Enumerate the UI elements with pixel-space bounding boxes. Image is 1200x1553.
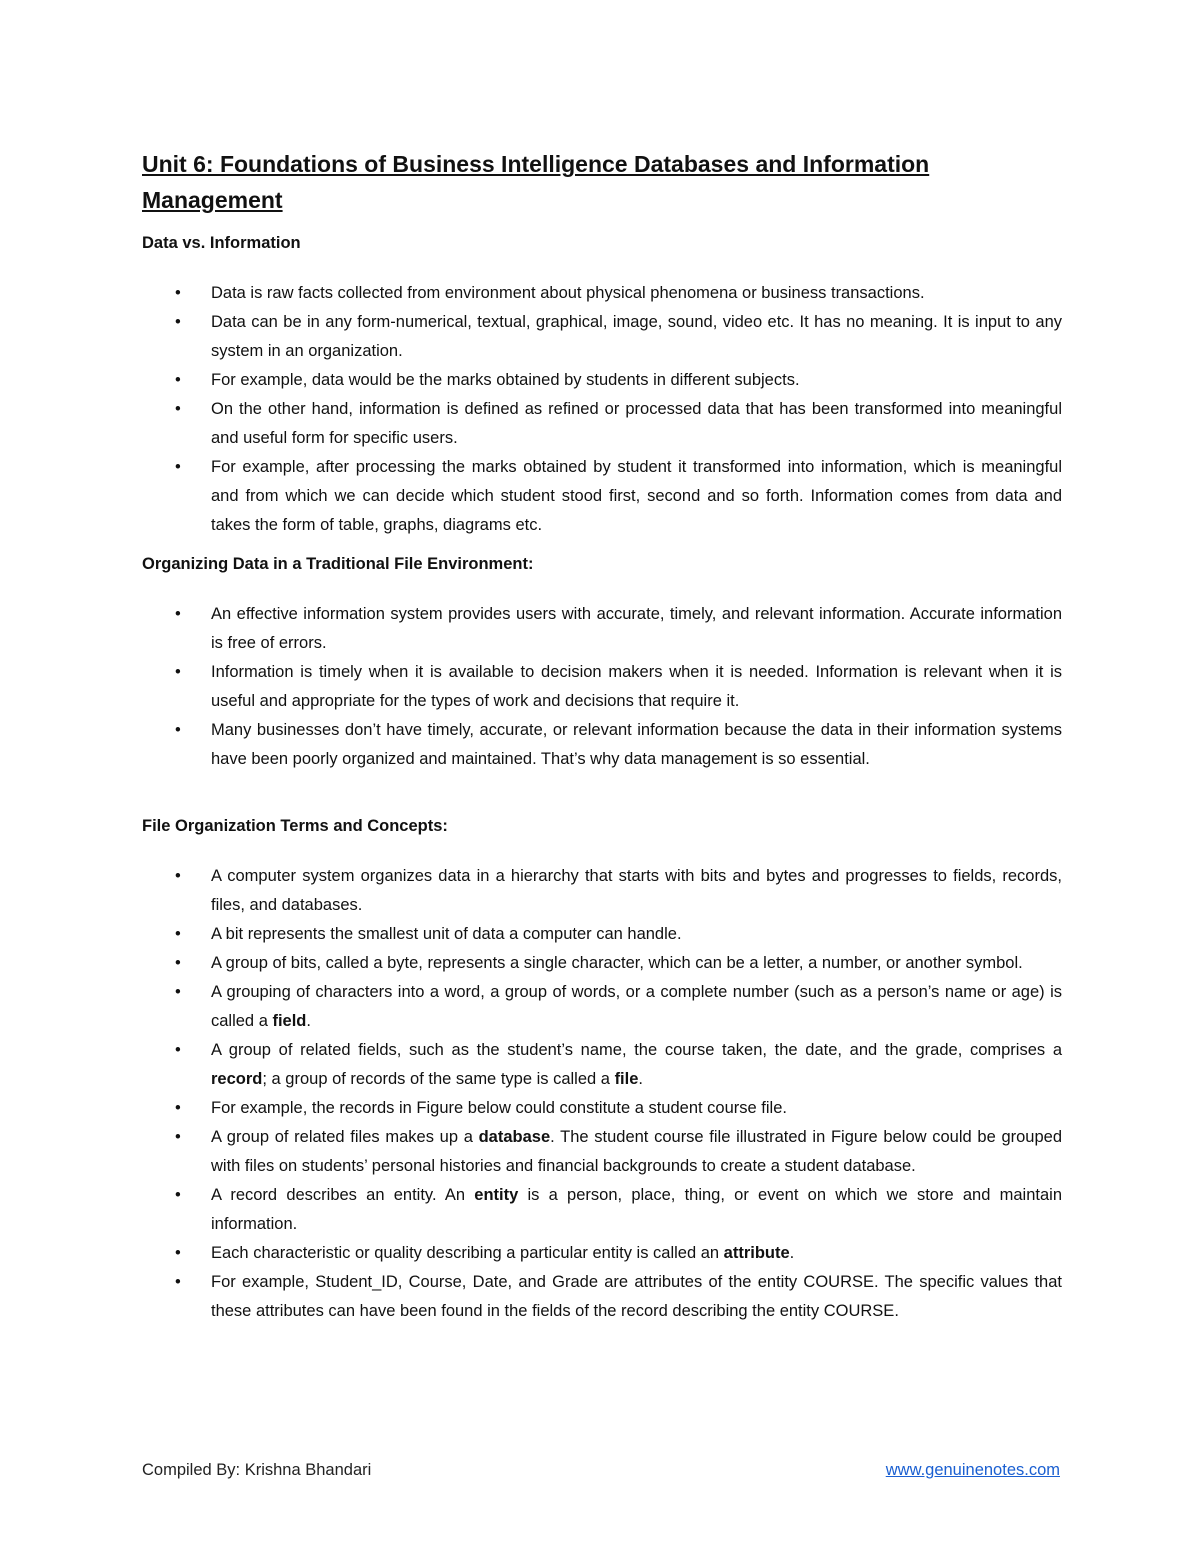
list-item [142, 366, 1062, 395]
list-item [142, 279, 1062, 308]
section-organizing-data [142, 554, 1062, 774]
list-item-text: Data is raw facts collected from environment about physical phenomena or business transactions. [211, 284, 925, 302]
list-item-text: Each characteristic or quality describing a particular entity is called an [211, 1244, 724, 1262]
list-item-text: . [789, 1244, 795, 1262]
list-item-text: A computer system organizes data in a hierarchy that starts with bits and bytes and progresses to fields, records, files, and databases. [211, 867, 1062, 914]
bullet-icon: • [175, 313, 181, 331]
list-item-text: A group of bits, called a byte, represents a single character, which can be a letter, a number, or another symbol. [211, 954, 1023, 972]
section-heading: File Organization Terms and Concepts: [142, 817, 448, 835]
list-item-text: For example, data would be the marks obtained by students in different subjects. [211, 371, 800, 389]
bullet-icon: • [175, 721, 181, 739]
bullet-icon: • [175, 983, 181, 1001]
list-item [142, 920, 1062, 949]
bullet-icon: • [175, 1099, 181, 1117]
list-item [142, 658, 1062, 716]
bullet-icon: • [175, 605, 181, 623]
list-item [142, 1268, 1062, 1326]
footer-website-link[interactable]: www.genuinenotes.com [885, 1461, 1060, 1479]
bullet-icon: • [175, 867, 181, 885]
list-item [142, 716, 1062, 774]
list-item [142, 600, 1062, 658]
list-item [142, 453, 1062, 540]
bullet-icon: • [175, 1186, 181, 1204]
bullet-icon: • [175, 1244, 181, 1262]
list-item [142, 395, 1062, 453]
list-item [142, 1094, 1062, 1123]
list-item [142, 949, 1062, 978]
bullet-icon: • [175, 954, 181, 972]
bullet-icon: • [175, 663, 181, 681]
bullet-list [142, 279, 1062, 540]
page-title: Unit 6: Foundations of Business Intelligence Databases and Information Management [142, 151, 930, 213]
bullet-icon: • [175, 925, 181, 943]
list-item [142, 1181, 1062, 1239]
list-item [142, 1036, 1062, 1094]
list-item-text: A grouping of characters into a word, a group of words, or a complete number (such as a person’s name or age) is called a [211, 983, 1062, 1030]
section-file-organization [142, 816, 1062, 1326]
bold-term: database [478, 1128, 551, 1146]
bullet-icon: • [175, 458, 181, 476]
bullet-icon: • [175, 284, 181, 302]
bold-term: file [614, 1070, 639, 1088]
list-item-text: . [638, 1070, 643, 1088]
list-item-text: A group of related fields, such as the student’s name, the course taken, the date, and the grade, comprises a [211, 1041, 1062, 1059]
bullet-icon: • [175, 1041, 181, 1059]
list-item [142, 1123, 1062, 1181]
list-item-text: For example, Student_ID, Course, Date, and Grade are attributes of the entity COURSE. The specific values that these attributes can have been found in the fields of the record describing the entity COURSE. [211, 1273, 1062, 1320]
bullet-list [142, 600, 1062, 774]
bullet-icon: • [175, 400, 181, 418]
list-item-text: A bit represents the smallest unit of data a computer can handle. [211, 925, 682, 943]
list-item-text: Many businesses don’t have timely, accurate, or relevant information because the data in their information systems have been poorly organized and maintained. That’s why data management is so essential. [211, 721, 1062, 768]
list-item [142, 308, 1062, 366]
list-item-text: Data can be in any form-numerical, textual, graphical, image, sound, video etc. It has no meaning. It is input to any system in an organization. [211, 313, 1062, 360]
section-heading: Data vs. Information [142, 234, 301, 252]
bold-term: field [272, 1012, 307, 1030]
bold-term: attribute [723, 1244, 790, 1262]
bullet-list [142, 862, 1062, 1326]
list-item-text: ; a group of records of the same type is called a [262, 1070, 615, 1088]
bullet-icon: • [175, 371, 181, 389]
section-heading: Organizing Data in a Traditional File Environment: [142, 555, 534, 573]
bullet-icon: • [175, 1273, 181, 1291]
list-item-text: A group of related files makes up a [211, 1128, 479, 1146]
list-item-text: On the other hand, information is defined as refined or processed data that has been transformed into meaningful and useful form for specific users. [211, 400, 1062, 447]
list-item-text: An effective information system provides users with accurate, timely, and relevant information. Accurate information is free of errors. [211, 605, 1062, 652]
list-item-text: For example, after processing the marks obtained by student it transformed into information, which is meaningful and from which we can decide which student stood first, second and so forth. Information comes from data and takes the form of table, graphs, diagrams etc. [211, 458, 1062, 534]
list-item [142, 1239, 1062, 1268]
list-item-text: . [306, 1012, 311, 1030]
section-data-vs-information [142, 233, 1062, 540]
list-item-text: is a person, place, thing, or event on which we store and maintain information. [211, 1186, 1062, 1233]
bold-term: record [211, 1070, 263, 1088]
list-item [142, 862, 1062, 920]
bold-term: entity [474, 1186, 519, 1204]
list-item [142, 978, 1062, 1036]
list-item-text: For example, the records in Figure below could constitute a student course file. [211, 1099, 787, 1117]
footer-author: Compiled By: Krishna Bhandari [142, 1461, 372, 1479]
list-item-text: Information is timely when it is available to decision makers when it is needed. Information is relevant when it is useful and appropriate for the types of work and decisions that require it. [211, 663, 1062, 710]
list-item-text: . The student course file illustrated in Figure below could be grouped with files on students’ personal histories and financial backgrounds to create a student database. [211, 1128, 1063, 1175]
bullet-icon: • [175, 1128, 181, 1146]
list-item-text: A record describes an entity. An [211, 1186, 475, 1204]
